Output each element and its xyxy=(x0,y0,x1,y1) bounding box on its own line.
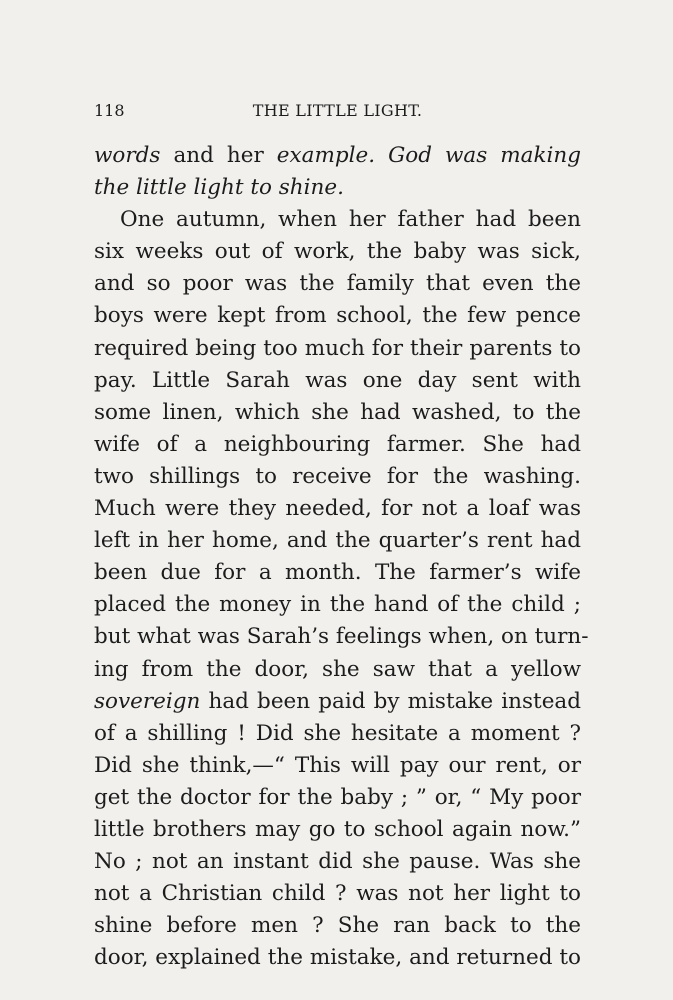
text-line xyxy=(94,429,581,461)
text-line xyxy=(94,654,581,686)
text-line xyxy=(94,333,581,365)
text-segment: shine before men ? She ran back to the xyxy=(94,913,581,939)
text-segment: but what was Sarah’s feelings when, on turn- xyxy=(94,624,589,650)
text-line xyxy=(94,525,581,557)
text-segment: Did she think,—“ This will pay our rent, or xyxy=(94,752,581,778)
text-segment: boys were kept from school, the few pence xyxy=(94,303,581,329)
text-line xyxy=(94,589,581,621)
text-segment: wife of a neighbouring farmer. She had xyxy=(94,431,581,457)
text-segment: No ; not an instant did she pause. Was she xyxy=(94,849,581,875)
text-segment: placed the money in the hand of the child ; xyxy=(94,592,581,618)
text-line xyxy=(94,718,581,750)
text-segment: and her xyxy=(160,143,277,168)
text-segment: six weeks out of work, the baby was sick, xyxy=(94,239,581,265)
text-segment: had been paid by mistake instead xyxy=(200,688,581,714)
text-segment: not a Christian child ? was not her light to xyxy=(94,881,581,907)
text-line xyxy=(94,878,581,910)
text-line xyxy=(94,172,581,204)
text-line xyxy=(94,300,581,332)
page-header xyxy=(94,101,581,125)
text-segment: some linen, which she had washed, to the xyxy=(94,399,581,425)
text-line xyxy=(94,268,581,300)
body-text xyxy=(94,140,589,974)
italic-text: example. xyxy=(276,143,376,168)
text-segment: get the doctor for the baby ; ” or, “ My poor xyxy=(94,784,581,810)
text-line xyxy=(94,686,581,718)
text-line xyxy=(94,365,581,397)
text-line xyxy=(94,236,581,268)
text-segment: and so poor was the family that even the xyxy=(94,271,581,297)
text-line xyxy=(94,814,581,846)
text-segment: of a shilling ! Did she hesitate a moment ? xyxy=(94,720,581,746)
text-line xyxy=(94,204,581,236)
text-line xyxy=(94,557,581,589)
text-line xyxy=(94,750,581,782)
italic-text: words xyxy=(94,143,161,168)
text-segment: Much were they needed, for not a loaf was xyxy=(94,496,581,522)
text-segment: required being too much for their parents to xyxy=(94,335,581,361)
text-segment: ing from the door, she saw that a yellow xyxy=(94,656,581,682)
text-line xyxy=(94,782,581,814)
text-line xyxy=(94,942,581,974)
text-segment: door, explained the mistake, and returned to xyxy=(94,945,581,971)
text-line xyxy=(94,493,581,525)
text-segment: little brothers may go to school again now.” xyxy=(94,816,581,842)
text-line xyxy=(94,910,581,942)
text-line xyxy=(94,140,581,172)
italic-text: God was making xyxy=(388,143,581,168)
text-segment xyxy=(375,143,388,168)
text-line xyxy=(94,621,589,653)
text-segment: two shillings to receive for the washing. xyxy=(94,463,581,489)
text-line xyxy=(94,461,581,493)
text-line xyxy=(94,397,581,429)
page-number: 118 xyxy=(94,101,125,120)
italic-text: the little light to shine. xyxy=(94,175,344,201)
running-head: THE LITTLE LIGHT. xyxy=(252,101,423,120)
text-segment: pay. Little Sarah was one day sent with xyxy=(94,367,581,393)
text-segment: left in her home, and the quarter’s rent had xyxy=(94,528,581,554)
text-line xyxy=(94,846,581,878)
text-segment: been due for a month. The farmer’s wife xyxy=(94,560,581,586)
italic-text: sovereign xyxy=(94,688,201,714)
text-segment: One autumn, when her father had been xyxy=(120,207,581,233)
